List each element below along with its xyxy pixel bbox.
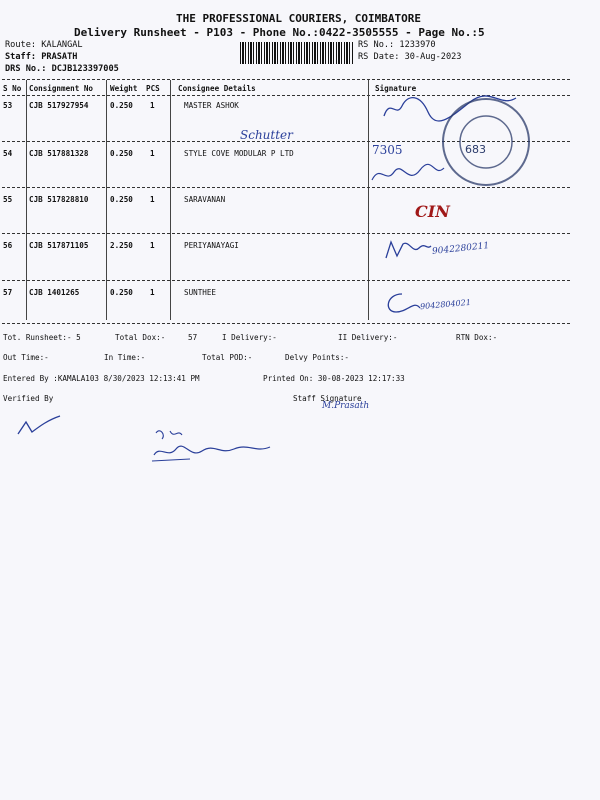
col-weight: Weight	[110, 84, 138, 93]
handwritten-phone: 9042804021	[419, 297, 472, 312]
col-separator	[170, 80, 171, 320]
col-consignee: Consignee Details	[178, 84, 256, 93]
verified-signature	[150, 425, 275, 465]
handwritten-number: 7305	[372, 143, 403, 157]
out-time: Out Time:-	[3, 353, 49, 362]
row-weight: 0.250	[110, 101, 133, 110]
row-pcs: 1	[150, 195, 155, 204]
row-consignee: STYLE COVE MODULAR P LTD	[184, 149, 294, 158]
row-weight: 2.250	[110, 241, 133, 250]
col-separator	[106, 80, 107, 320]
printed-on: Printed On: 30-08-2023 12:17:33	[263, 374, 405, 383]
row-pcs: 1	[150, 149, 155, 158]
divider	[2, 79, 570, 80]
row-consignment: CJB 517881328	[29, 149, 89, 158]
entered-by: Entered By :KAMALA103 8/30/2023 12:13:41 PM	[3, 374, 200, 383]
staff-label: Staff: PRASATH	[5, 52, 78, 62]
handwritten-phone: 9042280211	[431, 241, 490, 257]
row-pcs: 1	[150, 241, 155, 250]
total-dox-value: 57	[188, 333, 198, 342]
row-weight: 0.250	[110, 288, 133, 297]
total-dox-label: Total Dox:-	[115, 333, 166, 342]
runsheet-subtitle: Delivery Runsheet - P103 - Phone No.:0422-3505555 - Page No.:5	[74, 26, 485, 39]
row-weight: 0.250	[110, 195, 133, 204]
signature-scribble	[368, 160, 448, 190]
col-pcs: PCS	[146, 84, 160, 93]
company-stamp	[440, 96, 532, 188]
row-consignment: CJB 517927954	[29, 101, 89, 110]
staff-signature: M.Prasath	[322, 401, 370, 411]
col-separator	[368, 80, 369, 320]
ii-delivery: II Delivery:-	[338, 333, 398, 342]
col-consignment: Consignment No	[29, 84, 94, 93]
col-sno: S No	[3, 84, 22, 93]
handwritten-note: Schutter	[240, 128, 293, 142]
col-signature: Signature	[375, 84, 417, 93]
route-label: Route: KALANGAL	[5, 40, 83, 50]
row-sno: 55	[3, 195, 13, 204]
delvy-points: Delvy Points:-	[285, 353, 350, 362]
barcode	[240, 42, 353, 64]
row-consignment: CJB 517871105	[29, 241, 89, 250]
row-consignee: PERIYANAYAGI	[184, 241, 239, 250]
row-pcs: 1	[150, 288, 155, 297]
row-sno: 54	[3, 149, 13, 158]
row-pcs: 1	[150, 101, 155, 110]
total-pod: Total POD:-	[202, 353, 253, 362]
rtn-dox: RTN Dox:-	[456, 333, 498, 342]
col-separator	[26, 80, 27, 320]
drs-number: DRS No.: DCJB123397005	[5, 64, 119, 74]
row-sno: 56	[3, 241, 13, 250]
row-consignee: MASTER ASHOK	[184, 101, 239, 110]
row-consignment: CJB 1401265	[29, 288, 80, 297]
row-sno: 53	[3, 101, 13, 110]
row-consignment: CJB 517828810	[29, 195, 89, 204]
signature-scribble	[383, 236, 433, 264]
divider	[2, 233, 570, 234]
company-title: THE PROFESSIONAL COURIERS, COIMBATORE	[176, 12, 422, 25]
i-delivery: I Delivery:-	[222, 333, 277, 342]
total-runsheet: Tot. Runsheet:- 5	[3, 333, 81, 342]
staff-signature-label: Staff Signature	[293, 394, 362, 403]
rs-date: RS Date: 30-Aug-2023	[358, 52, 462, 62]
row-consignee: SARAVANAN	[184, 195, 226, 204]
row-sno: 57	[3, 288, 13, 297]
in-time: In Time:-	[104, 353, 146, 362]
stamp-number: 683	[465, 143, 486, 156]
rs-number: RS No.: 1233970	[358, 40, 436, 50]
row-consignee: SUNTHEE	[184, 288, 217, 297]
divider	[2, 280, 570, 281]
handwritten-mark: CIN	[415, 202, 450, 221]
row-weight: 0.250	[110, 149, 133, 158]
verified-signature	[14, 414, 64, 440]
verified-by-label: Verified By	[3, 394, 54, 403]
divider	[2, 323, 570, 324]
signature-scribble	[382, 290, 422, 316]
